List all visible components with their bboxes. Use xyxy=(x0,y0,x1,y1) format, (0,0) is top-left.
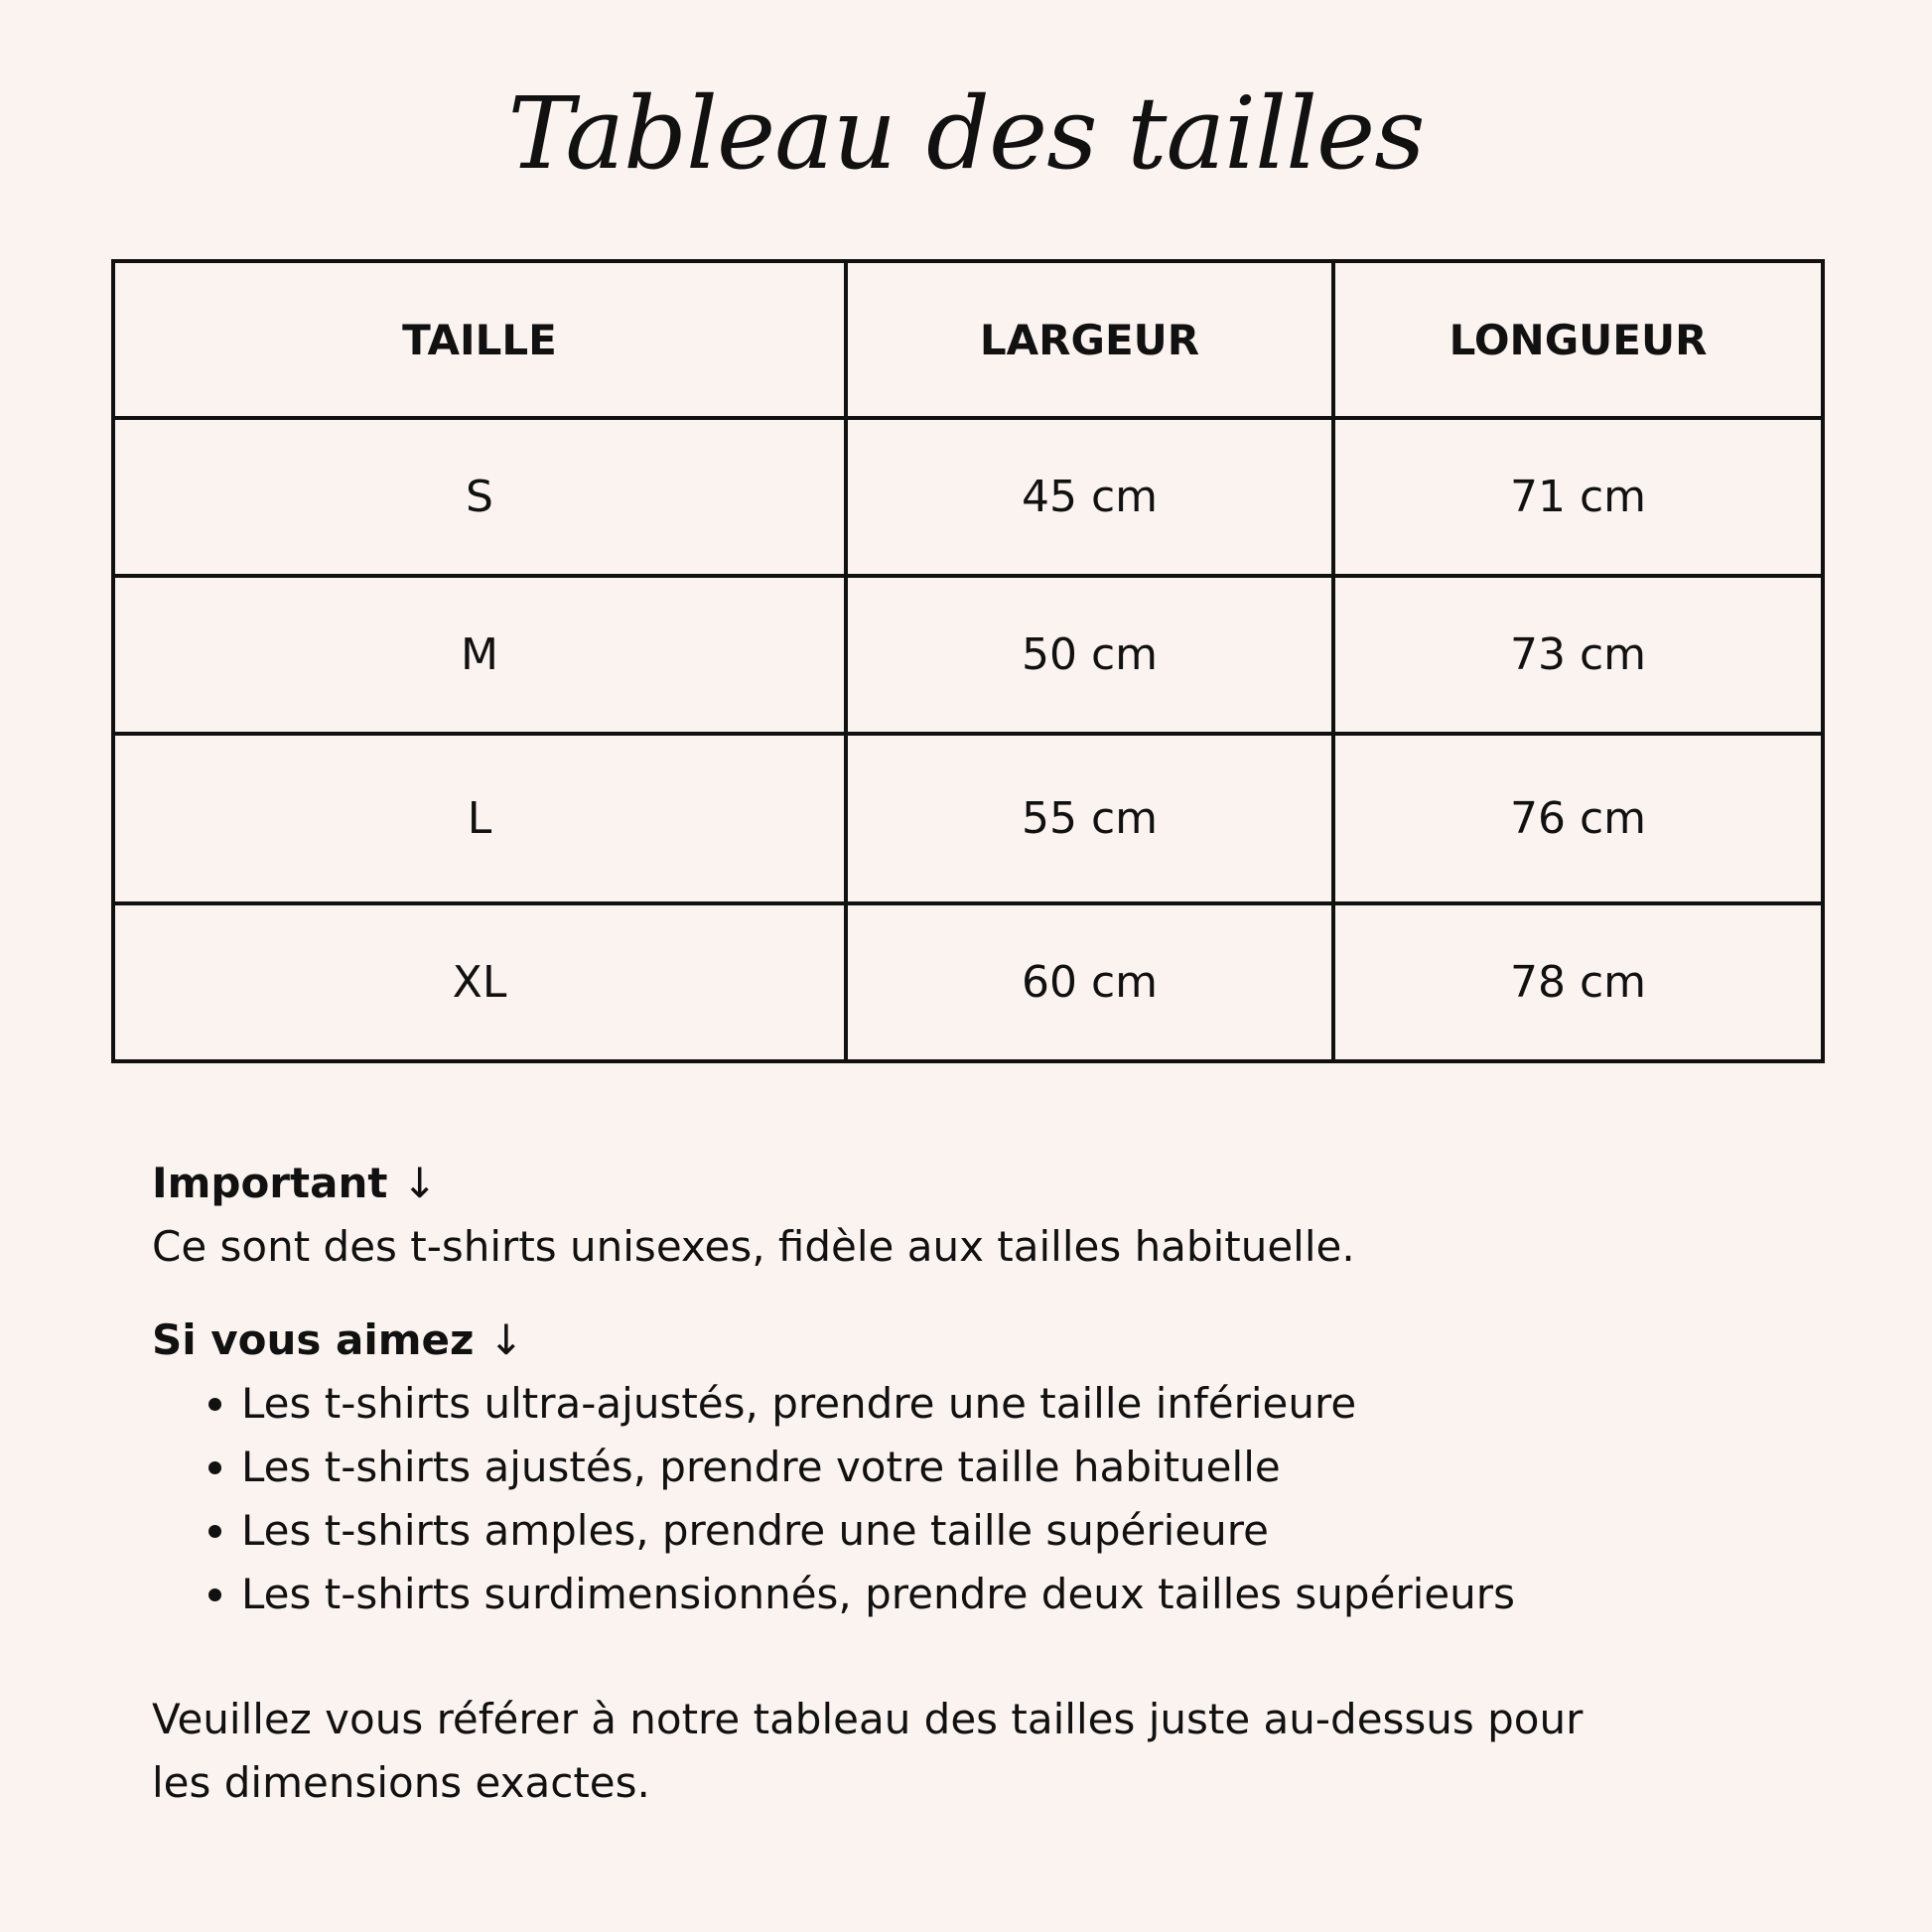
cell-width: 60 cm xyxy=(846,903,1333,1061)
header-largeur: LARGEUR xyxy=(846,261,1333,418)
cell-size: L xyxy=(113,734,846,903)
cell-width: 50 cm xyxy=(846,576,1333,734)
cell-length: 78 cm xyxy=(1333,903,1823,1061)
table-row xyxy=(113,576,1823,734)
cell-width: 45 cm xyxy=(846,418,1333,576)
arrow-down-icon: ↓ xyxy=(402,1159,438,1207)
list-item: • Les t-shirts surdimensionnés, prendre deux tailles supérieurs xyxy=(241,1563,1840,1626)
header-taille: TAILLE xyxy=(113,261,846,418)
cell-length: 76 cm xyxy=(1333,734,1823,903)
table-row xyxy=(113,418,1823,576)
cell-size: S xyxy=(113,418,846,576)
cell-length: 71 cm xyxy=(1333,418,1823,576)
cell-width: 55 cm xyxy=(846,734,1333,903)
important-heading-label: Important xyxy=(152,1159,388,1207)
preferences-list xyxy=(152,1372,1840,1626)
footer-line-1: Veuillez vous référer à notre tableau des tailles juste au-dessus pour xyxy=(152,1695,1584,1743)
cell-length: 73 cm xyxy=(1333,576,1823,734)
table-header-row xyxy=(113,261,1823,418)
preferences-heading-label: Si vous aimez xyxy=(152,1315,475,1364)
page-title: Tableau des tailles xyxy=(507,75,1425,192)
list-item: • Les t-shirts ultra-ajustés, prendre une taille inférieure xyxy=(241,1372,1840,1436)
cell-size: XL xyxy=(113,903,846,1061)
notes-section xyxy=(152,1152,1840,1815)
table-row xyxy=(113,903,1823,1061)
list-item: • Les t-shirts amples, prendre une taille supérieure xyxy=(241,1499,1840,1563)
important-heading xyxy=(152,1152,1840,1215)
size-chart-table xyxy=(111,259,1825,1063)
cell-size: M xyxy=(113,576,846,734)
footer-line-2: les dimensions exactes. xyxy=(152,1758,650,1807)
arrow-down-icon: ↓ xyxy=(488,1315,524,1364)
header-longueur: LONGUEUR xyxy=(1333,261,1823,418)
important-text: Ce sont des t-shirts unisexes, fidèle aux tailles habituelle. xyxy=(152,1222,1355,1271)
preferences-heading xyxy=(152,1309,1840,1372)
list-item: • Les t-shirts ajustés, prendre votre taille habituelle xyxy=(241,1436,1840,1499)
table-row xyxy=(113,734,1823,903)
